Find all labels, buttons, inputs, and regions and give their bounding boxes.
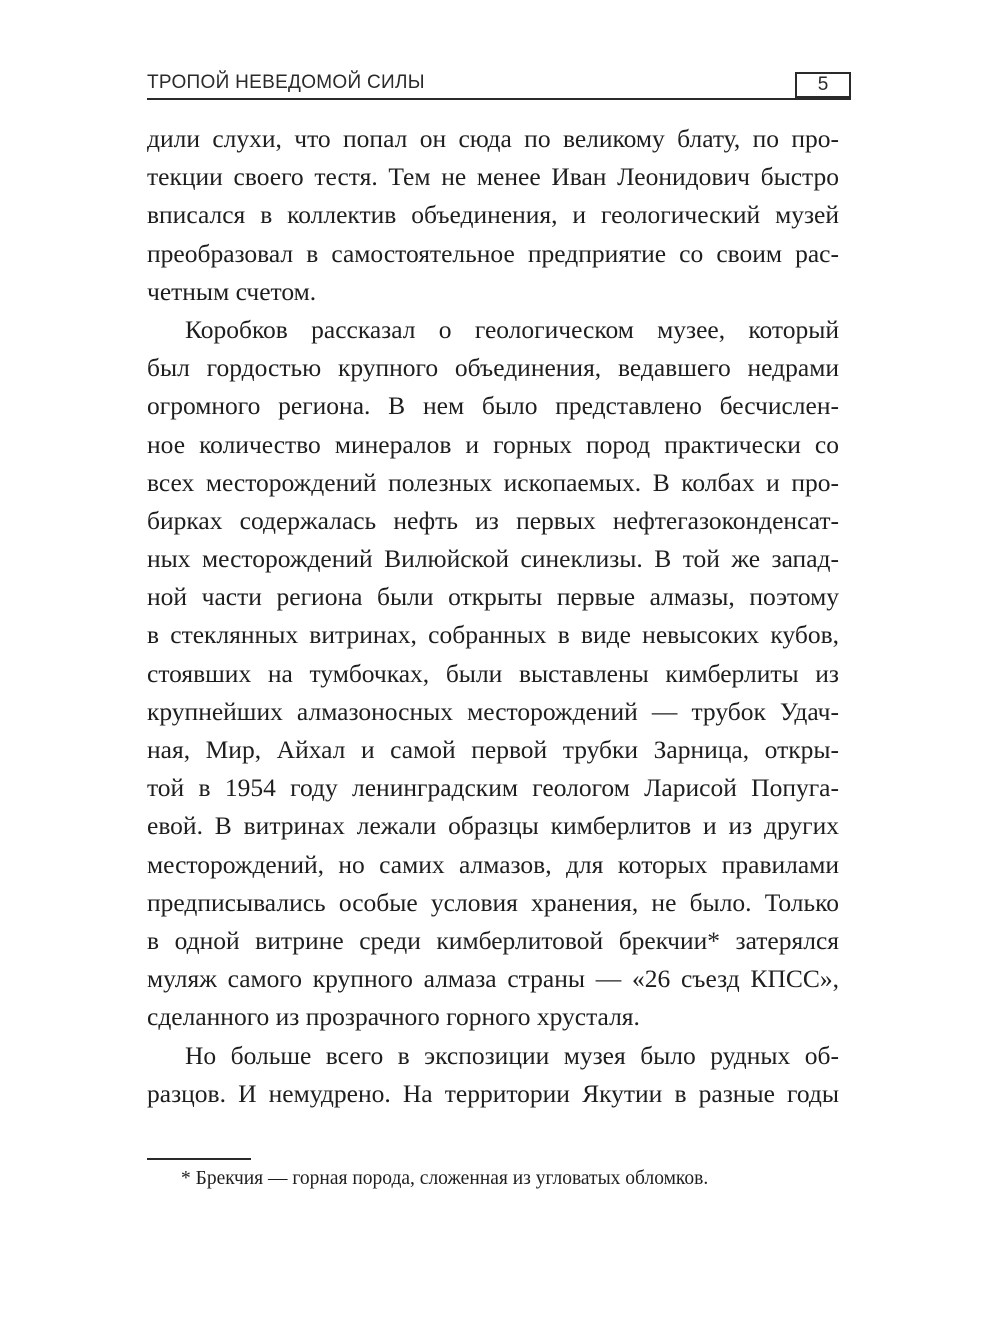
text-line: дили слухи, что попал он сюда по великому блату, по про-: [147, 124, 839, 153]
text-line: огромного региона. В нем было представлено бесчислен-: [147, 391, 839, 421]
text-line: ной части региона были открыты первые алмазы, поэтому: [147, 582, 839, 612]
text-line: ная, Мир, Айхал и самой первой трубки Зарница, откры-: [147, 735, 839, 764]
text-line: четным счетом.: [147, 276, 317, 306]
text-line: разцов. И немудрено. На территории Якутии в разные годы: [147, 1078, 839, 1108]
footnote-rule: [147, 1158, 251, 1160]
footnote: * Брекчия — горная порода, сложенная из угловатых обломков.: [181, 1168, 709, 1189]
paragraph: [147, 311, 839, 1037]
text-line: был гордостью крупного объединения, ведавшего недрами: [147, 353, 839, 383]
text-line: текции своего тестя. Тем не менее Иван Леонидович быстро: [147, 162, 839, 192]
text-line: вписался в коллектив объединения, и геологический музей: [147, 200, 839, 230]
text-line: ных месторождений Вилюйской синеклизы. В той же запад-: [147, 544, 839, 574]
text-line: муляж самого крупного алмаза страны — «26 съезд КПСС»,: [147, 964, 839, 994]
paragraph: [147, 120, 839, 311]
text-line: преобразовал в самостоятельное предприятие со своим рас-: [147, 238, 839, 268]
text-line: евой. В витринах лежали образцы кимберлитов и из других: [147, 811, 839, 841]
page-number: 5: [795, 72, 851, 98]
running-header: [147, 68, 851, 100]
text-line: крупнейших алмазоносных месторождений — трубок Удач-: [147, 696, 839, 726]
text-line: предписывались особые условия хранения, не было. Только: [147, 887, 839, 917]
paragraph: [147, 1037, 839, 1113]
text-line: месторождений, но самих алмазов, для которых правилами: [147, 849, 839, 879]
body-text: [147, 120, 839, 1113]
running-title: ТРОПОЙ НЕВЕДОМОЙ СИЛЫ: [147, 72, 425, 93]
text-line: в одной витрине среди кимберлитовой брекчии* затерялся: [147, 925, 839, 955]
header-rule: [147, 98, 851, 100]
text-line: сделанного из прозрачного горного хрусталя.: [147, 1002, 640, 1032]
text-line: Коробков рассказал о геологическом музее, который: [185, 314, 839, 344]
text-line: той в 1954 году ленинградским геологом Ларисой Попуга-: [147, 773, 839, 803]
text-line: ное количество минералов и горных пород практически со: [147, 429, 839, 459]
text-line: бирках содержалась нефть из первых нефтегазоконденсат-: [147, 505, 839, 535]
text-line: в стеклянных витринах, собранных в виде невысоких кубов,: [147, 620, 839, 650]
text-line: всех месторождений полезных ископаемых. В колбах и про-: [147, 467, 839, 497]
text-line: Но больше всего в экспозиции музея было рудных об-: [185, 1040, 839, 1070]
text-line: стоявших на тумбочках, были выставлены кимберлиты из: [147, 658, 839, 688]
